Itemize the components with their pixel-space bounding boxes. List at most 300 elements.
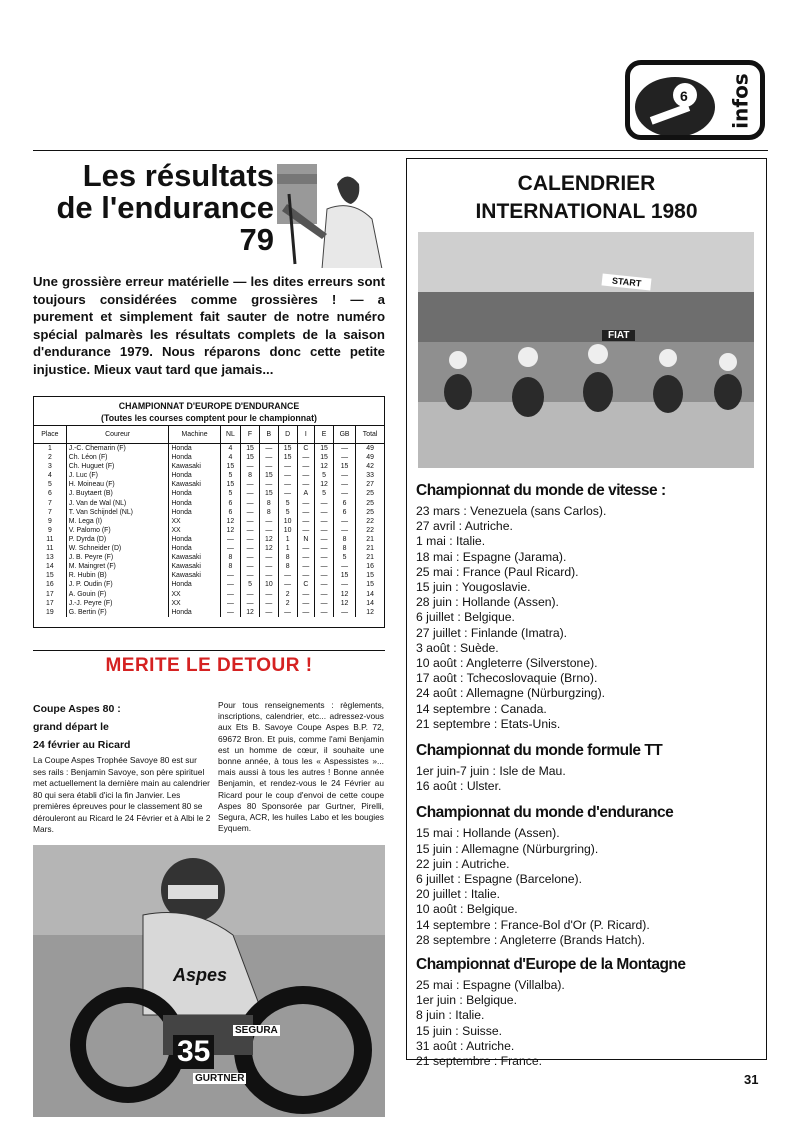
- table-cell: 8: [259, 508, 278, 517]
- table-cell: 8: [278, 562, 297, 571]
- table-cell: 8: [259, 499, 278, 508]
- table-row: [34, 562, 384, 571]
- calendar-event-list: [416, 978, 766, 1069]
- table-cell: —: [241, 499, 260, 508]
- table-cell: —: [297, 462, 315, 471]
- table-cell: 8: [220, 562, 240, 571]
- table-cell: —: [278, 580, 297, 589]
- table-cell: 3: [47, 463, 52, 471]
- table-title: CHAMPIONNAT D'EUROPE D'ENDURANCE: [118, 401, 300, 411]
- table-cell: Honda: [169, 508, 220, 517]
- calendar-event: 24 août : Allemagne (Nürburgzing).: [416, 686, 606, 701]
- logo-text: infos: [729, 73, 754, 129]
- table-row: [34, 571, 384, 580]
- table-cell: —: [333, 480, 355, 489]
- table-cell: 5: [220, 471, 240, 480]
- calendar-event: 20 juillet : Italie.: [416, 887, 501, 902]
- table-cell: —: [220, 599, 240, 608]
- table-cell: —: [333, 489, 355, 498]
- table-cell: Honda: [169, 544, 220, 553]
- table-header-cell: D: [278, 426, 297, 444]
- calendar-event: 21 septembre : Etats-Unis.: [416, 716, 561, 731]
- bike-number: 35: [173, 1035, 214, 1069]
- table-cell: —: [241, 526, 260, 535]
- gurtner-text: GURTNER: [195, 1073, 245, 1084]
- svg-text:6: 6: [680, 88, 688, 104]
- table-cell: —: [241, 590, 260, 599]
- table-cell: —: [333, 471, 355, 480]
- table-cell: —: [297, 499, 315, 508]
- table-row: [34, 517, 384, 526]
- table-cell: 6: [220, 508, 240, 517]
- table-cell: —: [333, 444, 355, 454]
- table-header-cell: B: [259, 426, 278, 444]
- calendar-event: 1er juin : Belgique.: [416, 993, 517, 1008]
- table-cell: 5: [47, 481, 52, 489]
- calendar-event: 15 juin : Allemagne (Nürburgring).: [416, 841, 599, 856]
- table-cell: 12: [333, 599, 355, 608]
- table-cell: 4: [220, 444, 240, 454]
- table-cell: —: [241, 599, 260, 608]
- table-row: [34, 553, 384, 562]
- table-cell: Ch. Huguet (F): [66, 462, 169, 471]
- table-cell: C: [297, 444, 315, 454]
- table-row: [34, 480, 384, 489]
- calendar-event: 28 juin : Hollande (Assen).: [416, 595, 559, 610]
- table-cell: 15: [46, 572, 54, 580]
- table-cell: Honda: [169, 499, 220, 508]
- calendar-event: 10 août : Belgique.: [416, 902, 518, 917]
- table-cell: 11: [46, 535, 54, 543]
- table-cell: 9: [47, 526, 52, 534]
- table-cell: —: [278, 471, 297, 480]
- table-cell: N: [297, 535, 315, 544]
- table-cell: 12: [220, 517, 240, 526]
- table-cell: —: [259, 517, 278, 526]
- table-cell: 1: [278, 544, 297, 553]
- table-cell: —: [241, 535, 260, 544]
- table-cell: 15: [259, 471, 278, 480]
- table-row: [34, 471, 384, 480]
- table-cell: —: [297, 471, 315, 480]
- table-cell: 15: [356, 580, 384, 589]
- table-row: [34, 599, 384, 608]
- coupe-title: [33, 700, 203, 754]
- table-cell: —: [241, 508, 260, 517]
- table-cell: —: [297, 608, 315, 617]
- table-cell: Honda: [169, 608, 220, 617]
- table-cell: 12: [356, 608, 384, 617]
- calendar-title: [406, 170, 767, 226]
- table-cell: 12: [259, 544, 278, 553]
- calendar-event-list: [416, 504, 766, 732]
- table-cell: XX: [169, 526, 220, 535]
- table-cell: Honda: [169, 580, 220, 589]
- table-cell: —: [278, 462, 297, 471]
- calendar-event: 15 mai : Hollande (Assen).: [416, 826, 560, 841]
- table-row: [34, 453, 384, 462]
- table-cell: —: [315, 526, 334, 535]
- calendar-event: 25 mai : Espagne (Villalba).: [416, 978, 565, 993]
- title-line-2: de l'endurance: [56, 190, 274, 225]
- table-cell: 7: [47, 508, 52, 516]
- table-cell: 15: [333, 462, 355, 471]
- calendar-sections: [416, 480, 766, 1069]
- table-cell: 5: [278, 499, 297, 508]
- table-cell: Kawasaki: [169, 462, 220, 471]
- table-row: [34, 462, 384, 471]
- table-cell: 22: [356, 517, 384, 526]
- table-cell: —: [333, 526, 355, 535]
- table-row: [34, 535, 384, 544]
- table-cell: 4: [47, 472, 52, 480]
- table-cell: 12: [259, 535, 278, 544]
- table-cell: 42: [356, 462, 384, 471]
- table-cell: —: [278, 489, 297, 498]
- table-row: [34, 508, 384, 517]
- coupe-body-2: Pour tous renseignements : règlements, inscriptions, calendrier, etc... adressez-vous aux Ets B. Savoye Coupe Aspes B.P. 72, 69672 Bron. Et puis, comme l'ami Benjamin est un homme de cœur, il souhaite une bonne année, à tous les « Aspessistes »... mais aussi à tous les autres ! Bonne année Benjamin, et rendez-vous le 24 Février au Ricard pour le coup d'envoi de cette coupe Aspes 80 Sponsorée par Gurtner, Pirelli, Segura, ACR, les huiles Labo et les bougies Eyquem.: [218, 700, 384, 834]
- calendar-event: 17 août : Tchecoslovaquie (Brno).: [416, 671, 598, 686]
- table-cell: J. Van de Wal (NL): [66, 499, 169, 508]
- table-cell: 15: [278, 453, 297, 462]
- table-cell: 15: [278, 444, 297, 454]
- table-cell: J. P. Oudin (F): [66, 580, 169, 589]
- table-cell: —: [220, 571, 240, 580]
- table-cell: —: [297, 544, 315, 553]
- table-header-cell: Coureur: [66, 426, 169, 444]
- calendar-section-heading: Championnat du monde de vitesse :: [416, 482, 666, 499]
- table-cell: 6: [220, 499, 240, 508]
- calendar-event: 25 mai : France (Paul Ricard).: [416, 564, 579, 579]
- table-cell: —: [297, 526, 315, 535]
- table-cell: H. Moineau (F): [66, 480, 169, 489]
- table-cell: 15: [220, 480, 240, 489]
- article-intro: Une grossière erreur matérielle — les dites erreurs sont toujours considérées comme grossières ! — a purement et simplement fait sauter de notre numéro spécial palmarès les résultats complets de la saison d'endurance 1979. Nous réparons donc cette petite injustice. Mieux vaut tard que jamais...: [33, 274, 385, 377]
- page-number: 31: [744, 1072, 759, 1087]
- calendar-event: 28 septembre : Angleterre (Brands Hatch).: [416, 932, 645, 947]
- table-cell: A. Gouin (F): [66, 590, 169, 599]
- table-cell: Ch. Léon (F): [66, 453, 169, 462]
- table-header-cell: F: [241, 426, 260, 444]
- table-cell: 10: [278, 517, 297, 526]
- table-row: [34, 526, 384, 535]
- article-title: [40, 160, 274, 256]
- table-cell: 25: [356, 489, 384, 498]
- table-header-cell: Machine: [169, 426, 220, 444]
- table-cell: —: [259, 444, 278, 454]
- calendar-event: 15 juin : Suisse.: [416, 1023, 503, 1038]
- table-cell: —: [259, 599, 278, 608]
- calendar-event: 31 août : Autriche.: [416, 1038, 515, 1053]
- calendar-section-heading: Championnat du monde d'endurance: [416, 804, 674, 822]
- calendar-event: 8 juin : Italie.: [416, 1008, 485, 1023]
- table-cell: Honda: [169, 453, 220, 462]
- table-cell: 22: [356, 526, 384, 535]
- table-cell: —: [241, 480, 260, 489]
- calendar-event: 22 juin : Autriche.: [416, 856, 510, 871]
- table-cell: 25: [356, 508, 384, 517]
- table-cell: XX: [169, 599, 220, 608]
- results-table-box: [33, 396, 385, 628]
- table-cell: J.-J. Peyre (F): [66, 599, 169, 608]
- coupe-title-line-2: grand départ le: [33, 721, 109, 733]
- table-cell: 21: [356, 535, 384, 544]
- table-cell: 12: [315, 480, 334, 489]
- calendar-event: 14 septembre : Canada.: [416, 701, 547, 716]
- table-cell: —: [259, 562, 278, 571]
- calendar-event: 27 avril : Autriche.: [416, 519, 513, 534]
- table-cell: W. Schneider (D): [66, 544, 169, 553]
- table-cell: —: [315, 499, 334, 508]
- table-cell: T. Van Schijndel (NL): [66, 508, 169, 517]
- table-row: [34, 489, 384, 498]
- table-header-cell: E: [315, 426, 334, 444]
- table-cell: —: [333, 608, 355, 617]
- table-cell: 8: [241, 471, 260, 480]
- table-cell: Kawasaki: [169, 480, 220, 489]
- table-cell: Honda: [169, 535, 220, 544]
- table-cell: 17: [46, 599, 54, 607]
- table-cell: —: [259, 462, 278, 471]
- table-cell: —: [278, 608, 297, 617]
- calendar-event: 6 juillet : Espagne (Barcelone).: [416, 872, 582, 887]
- table-cell: —: [297, 599, 315, 608]
- table-cell: —: [315, 608, 334, 617]
- table-row: [34, 590, 384, 599]
- race-start-photo: [418, 232, 754, 468]
- table-cell: 6: [47, 490, 52, 498]
- title-line-3: 79: [239, 222, 274, 257]
- table-cell: 15: [356, 571, 384, 580]
- table-cell: 13: [46, 554, 54, 562]
- calendar-event: 18 mai : Espagne (Jarama).: [416, 549, 567, 564]
- coupe-body: La Coupe Aspes Trophée Savoye 80 est sur ses rails : Benjamin Savoye, son père spirituel met actuellement la dernière main au calendrier 80 qui sera établi d'ici la fin Janvier. Les premières épreuves pour le classement 80 se dérouleront au Ricard le 24 Février et à Albi le 2 Mars.: [33, 755, 211, 834]
- table-cell: —: [315, 517, 334, 526]
- merite-divider: [33, 650, 385, 651]
- coupe-title-line-3: 24 février au Ricard: [33, 739, 131, 751]
- table-cell: 5: [315, 471, 334, 480]
- table-cell: 1: [47, 445, 52, 452]
- table-cell: 16: [46, 581, 54, 589]
- table-cell: 5: [315, 489, 334, 498]
- fiat-banner: FIAT: [602, 330, 635, 341]
- table-cell: —: [241, 571, 260, 580]
- table-cell: 25: [356, 499, 384, 508]
- table-cell: 2: [278, 599, 297, 608]
- table-cell: 5: [220, 489, 240, 498]
- table-cell: 15: [241, 444, 260, 454]
- table-cell: 6: [333, 508, 355, 517]
- calendar-title-line-2: INTERNATIONAL 1980: [475, 200, 698, 223]
- calendar-event-list: [416, 826, 766, 948]
- table-cell: —: [241, 544, 260, 553]
- table-cell: —: [315, 535, 334, 544]
- table-header-cell: Place: [34, 426, 66, 444]
- table-cell: 5: [278, 508, 297, 517]
- table-row: [34, 444, 384, 454]
- start-banner: START: [602, 273, 652, 290]
- table-cell: 19: [46, 608, 54, 616]
- table-cell: —: [297, 590, 315, 599]
- coupe-title-line-1: Coupe Aspes 80 :: [33, 703, 121, 715]
- table-cell: 14: [46, 563, 54, 571]
- results-table: [34, 425, 384, 617]
- table-cell: 10: [278, 526, 297, 535]
- table-cell: 11: [46, 545, 54, 553]
- infos-logo: [625, 60, 765, 140]
- table-cell: —: [333, 580, 355, 589]
- table-cell: —: [259, 590, 278, 599]
- table-cell: 17: [46, 590, 54, 598]
- table-cell: —: [333, 517, 355, 526]
- calendar-event: 21 septembre : France.: [416, 1054, 542, 1069]
- table-header-cell: GB: [333, 426, 355, 444]
- table-cell: 12: [315, 462, 334, 471]
- table-cell: —: [315, 571, 334, 580]
- table-cell: —: [297, 553, 315, 562]
- table-cell: 5: [333, 553, 355, 562]
- calendar-event: 16 août : Ulster.: [416, 779, 502, 794]
- table-cell: —: [333, 453, 355, 462]
- table-cell: 14: [356, 599, 384, 608]
- table-cell: 12: [220, 526, 240, 535]
- table-header-cell: Total: [356, 426, 384, 444]
- table-cell: 21: [356, 544, 384, 553]
- top-divider: [33, 150, 768, 151]
- table-cell: 8: [333, 535, 355, 544]
- table-cell: —: [220, 535, 240, 544]
- table-cell: —: [315, 562, 334, 571]
- table-cell: 15: [220, 462, 240, 471]
- table-cell: C: [297, 580, 315, 589]
- table-cell: 5: [241, 580, 260, 589]
- table-cell: —: [297, 562, 315, 571]
- table-cell: 2: [278, 590, 297, 599]
- table-cell: —: [259, 608, 278, 617]
- table-row: [34, 608, 384, 617]
- table-cell: 8: [333, 544, 355, 553]
- table-cell: J.-C. Chemarin (F): [66, 444, 169, 454]
- table-cell: —: [297, 517, 315, 526]
- table-cell: —: [315, 553, 334, 562]
- table-cell: 12: [333, 590, 355, 599]
- table-cell: —: [333, 562, 355, 571]
- table-cell: P. Dyrda (D): [66, 535, 169, 544]
- table-cell: —: [297, 508, 315, 517]
- table-cell: Honda: [169, 489, 220, 498]
- table-cell: 10: [259, 580, 278, 589]
- table-cell: —: [315, 508, 334, 517]
- table-cell: —: [315, 544, 334, 553]
- table-cell: 27: [356, 480, 384, 489]
- table-cell: XX: [169, 590, 220, 599]
- table-cell: M. Maingret (F): [66, 562, 169, 571]
- table-cell: 49: [356, 453, 384, 462]
- table-cell: 1: [278, 535, 297, 544]
- table-cell: —: [297, 480, 315, 489]
- table-cell: 8: [220, 553, 240, 562]
- table-cell: —: [315, 599, 334, 608]
- table-cell: 9: [47, 517, 52, 525]
- table-cell: —: [278, 480, 297, 489]
- table-cell: —: [220, 580, 240, 589]
- table-cell: 21: [356, 553, 384, 562]
- table-cell: Honda: [169, 444, 220, 454]
- calendar-title-line-1: CALENDRIER: [517, 172, 656, 195]
- calendar-event: 6 juillet : Belgique.: [416, 610, 515, 625]
- table-cell: 15: [315, 444, 334, 454]
- table-cell: —: [259, 571, 278, 580]
- calendar-event: 23 mars : Venezuela (sans Carlos).: [416, 504, 607, 518]
- table-cell: —: [241, 489, 260, 498]
- table-cell: Kawasaki: [169, 562, 220, 571]
- table-cell: —: [259, 553, 278, 562]
- table-cell: 12: [241, 608, 260, 617]
- table-header-cell: NL: [220, 426, 240, 444]
- table-cell: —: [259, 453, 278, 462]
- table-cell: —: [297, 453, 315, 462]
- table-cell: 15: [241, 453, 260, 462]
- table-cell: —: [315, 590, 334, 599]
- table-cell: —: [278, 571, 297, 580]
- table-cell: Kawasaki: [169, 553, 220, 562]
- table-cell: 16: [356, 562, 384, 571]
- table-cell: 14: [356, 590, 384, 599]
- table-cell: —: [297, 571, 315, 580]
- table-cell: Honda: [169, 471, 220, 480]
- table-cell: —: [220, 590, 240, 599]
- table-cell: R. Hubin (B): [66, 571, 169, 580]
- calendar-event: 1er juin-7 juin : Isle de Mau.: [416, 764, 566, 779]
- table-cell: —: [241, 462, 260, 471]
- aspes-text: Aspes: [173, 965, 228, 985]
- table-cell: —: [241, 562, 260, 571]
- table-cell: J. B. Peyre (F): [66, 553, 169, 562]
- calendar-section-heading: Championnat d'Europe de la Montagne: [416, 956, 686, 974]
- table-cell: 7: [47, 499, 52, 507]
- table-cell: —: [241, 553, 260, 562]
- table-header-cell: I: [297, 426, 315, 444]
- calendar-event: 1 mai : Italie.: [416, 534, 486, 549]
- table-cell: —: [220, 608, 240, 617]
- table-cell: J. Luc (F): [66, 471, 169, 480]
- table-cell: XX: [169, 517, 220, 526]
- calendar-event-list: [416, 764, 766, 794]
- table-cell: 15: [259, 489, 278, 498]
- flag-man-photo: [277, 164, 385, 268]
- rider-photo: [33, 845, 385, 1117]
- table-cell: —: [315, 580, 334, 589]
- table-cell: Kawasaki: [169, 571, 220, 580]
- table-cell: M. Lega (I): [66, 517, 169, 526]
- table-row: [34, 580, 384, 589]
- table-cell: 15: [333, 571, 355, 580]
- table-cell: V. Palomo (F): [66, 526, 169, 535]
- table-row: [34, 499, 384, 508]
- title-line-1: Les résultats: [82, 158, 274, 193]
- table-cell: J. Buytaert (B): [66, 489, 169, 498]
- calendar-event: 27 juillet : Finlande (Imatra).: [416, 625, 568, 640]
- table-cell: 33: [356, 471, 384, 480]
- table-row: [34, 544, 384, 553]
- table-subtitle: (Toutes les courses comptent pour le championnat): [101, 413, 317, 423]
- table-cell: 4: [220, 453, 240, 462]
- segura-text: SEGURA: [235, 1025, 278, 1036]
- table-cell: —: [259, 526, 278, 535]
- table-cell: —: [241, 517, 260, 526]
- calendar-event: 3 août : Suède.: [416, 640, 499, 655]
- table-cell: —: [220, 544, 240, 553]
